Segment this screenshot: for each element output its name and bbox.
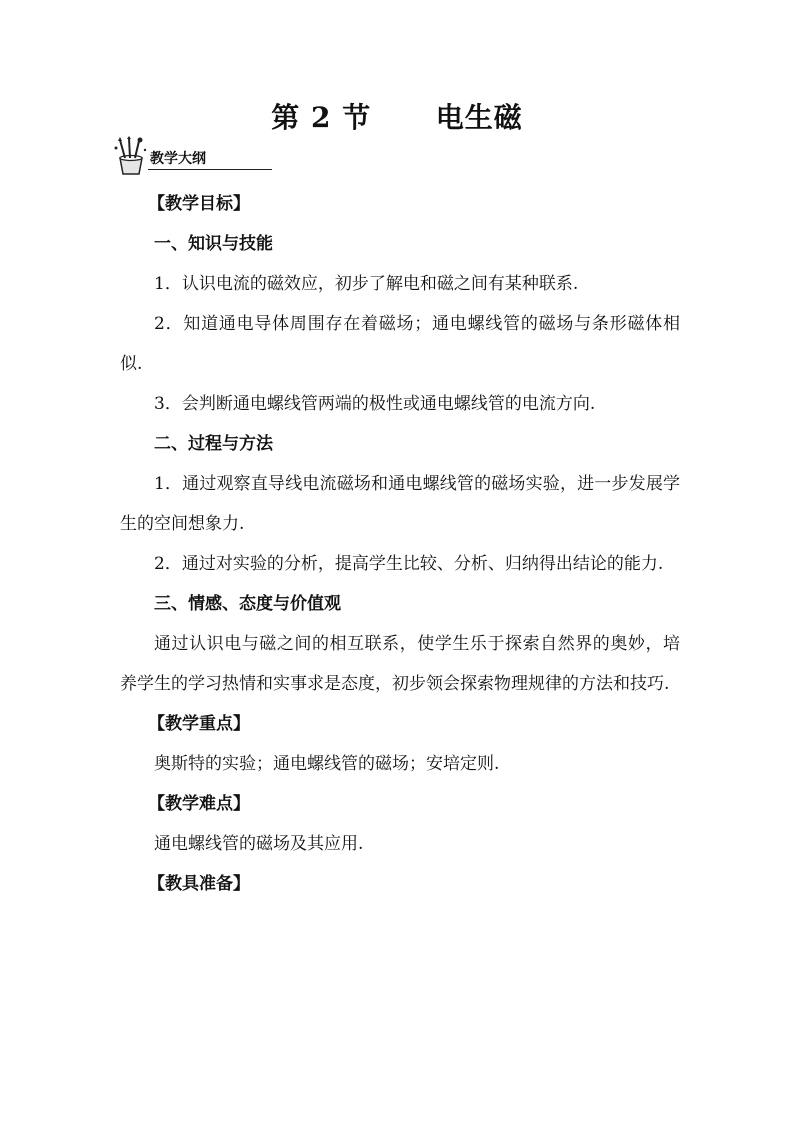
part3-heading: 三、情感、态度与价值观	[154, 594, 341, 614]
tools-heading: 【教具准备】	[148, 874, 250, 894]
document-body	[120, 184, 680, 904]
key-heading: 【教学重点】	[148, 714, 250, 734]
difficulty-heading: 【教学难点】	[148, 794, 250, 814]
part1-item1: 1．认识电流的磁效应，初步了解电和磁之间有某种联系.	[154, 274, 579, 294]
part1-item2: 2．知道通电导体周围存在着磁场；通电螺线管的磁场与条形磁体相似.	[120, 314, 680, 374]
page-title: 第 2 节 电生磁	[271, 101, 523, 134]
part3-text: 通过认识电与磁之间的相互联系，使学生乐于探索自然界的奥妙，培养学生的学习热情和实事求是态度，初步领会探索物理规律的方法和技巧.	[120, 634, 680, 694]
part2-item1: 1．通过观察直导线电流磁场和通电螺线管的磁场实验，进一步发展学生的空间想象力.	[120, 474, 680, 534]
banner-underline	[148, 169, 272, 170]
part2-item2: 2．通过对实验的分析，提高学生比较、分析、归纳得出结论的能力.	[154, 554, 664, 574]
key-text: 奥斯特的实验；通电螺线管的磁场；安培定则.	[154, 754, 500, 774]
pencil-cup-icon	[112, 136, 152, 176]
section-banner	[112, 136, 272, 176]
part1-heading: 一、知识与技能	[154, 234, 273, 254]
part2-heading: 二、过程与方法	[154, 434, 273, 454]
difficulty-text: 通电螺线管的磁场及其应用.	[154, 834, 364, 854]
banner-label: 教学大纲	[150, 151, 206, 167]
goals-heading: 【教学目标】	[148, 194, 250, 214]
part1-item3: 3．会判断通电螺线管两端的极性或通电螺线管的电流方向.	[154, 394, 596, 414]
